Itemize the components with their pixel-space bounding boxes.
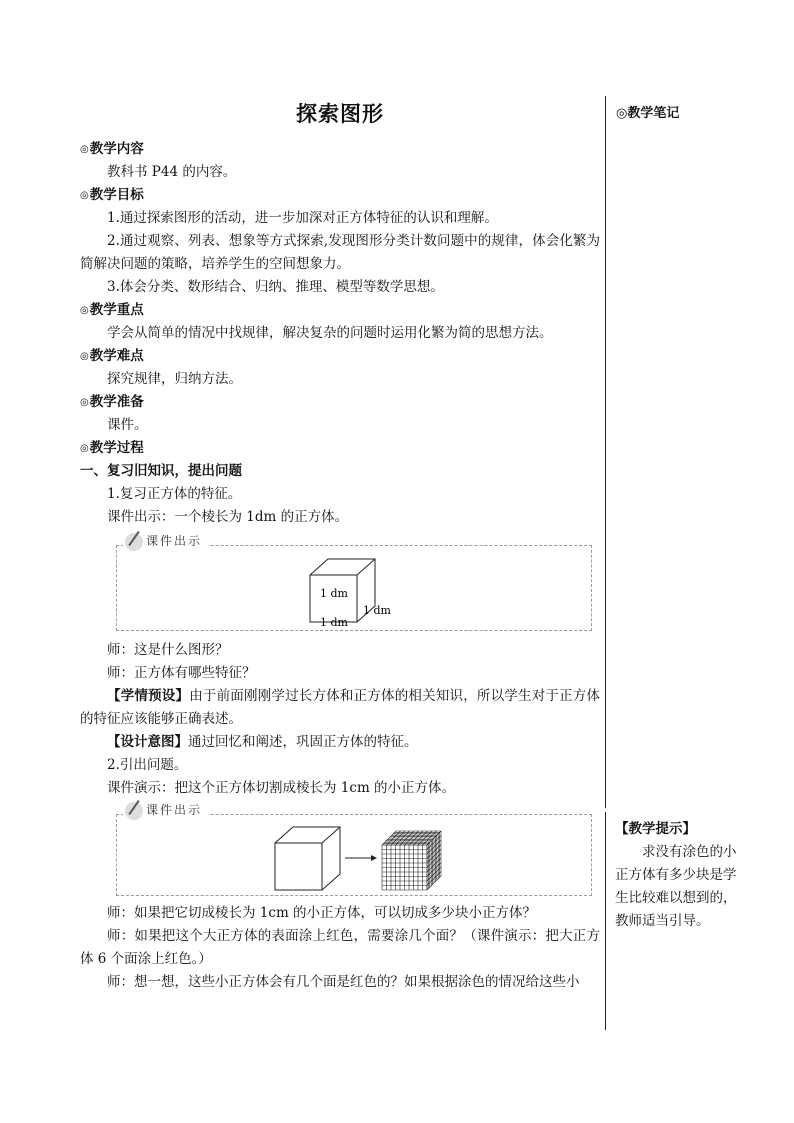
part1-line-10: 师：如果把这个大正方体的表面涂上红色，需要涂几个面？（课件演示：把大正方体 6 个面涂上红色。） (80, 928, 600, 967)
part1-line-3: 师：这是什么图形？ (107, 642, 229, 658)
teaching-tip (615, 818, 745, 933)
section-goals-heading: ◎教学目标 (80, 187, 144, 203)
cube-label-bottom: 1 dm (320, 616, 348, 629)
big-cube-front (275, 843, 322, 890)
section-process-heading: ◎教学过程 (80, 440, 144, 456)
page-title: 探索图形 (296, 101, 384, 126)
section-difficulty-heading: ◎教学难点 (80, 348, 144, 364)
tip-text: 求没有涂色的小正方体有多少块是学生比较难以想到的，教师适当引导。 (615, 844, 737, 929)
tip-title: 【教学提示】 (615, 821, 696, 837)
cube-top-right-edge (357, 559, 375, 575)
section-marker: ◎ (80, 443, 89, 454)
goal-item-1: 1.通过探索图形的活动，进一步加深对正方体特征的认识和理解。 (107, 210, 498, 226)
section-marker: ◎ (80, 305, 89, 316)
pen-icon (125, 802, 143, 820)
section-key-text: 学会从简单的情况中找规律，解决复杂的问题时运用化繁为简的思想方法。 (107, 325, 553, 341)
part1-line-6: 【设计意图】通过回忆和阐述，巩固正方体的特征。 (107, 734, 418, 750)
cube-figure (117, 546, 591, 630)
courseware-box-cut (116, 803, 592, 896)
notes-divider-top (605, 96, 606, 808)
cube-label-side: 1 dm (363, 604, 391, 617)
section-prep-text: 课件。 (107, 417, 148, 433)
notes-divider-bottom (605, 812, 606, 1030)
tag-preset: 【学情预设】 (107, 688, 190, 704)
section-marker: ◎ (80, 144, 89, 155)
pen-icon (125, 533, 143, 551)
section-marker: ◎ (80, 397, 89, 408)
part1-line-1: 1.复习正方体的特征。 (107, 486, 242, 502)
courseware-tag: 课件出示 (123, 801, 208, 820)
tag-intent: 【设计意图】 (107, 734, 188, 750)
part1-heading: 一、复习旧知识，提出问题 (80, 463, 242, 479)
cut-cube-figure (117, 815, 591, 895)
part1-line-8: 课件演示：把这个正方体切割成棱长为 1cm 的小正方体。 (107, 780, 456, 796)
lesson-plan (80, 96, 600, 994)
section-key-heading: ◎教学重点 (80, 302, 144, 318)
part1-line-11: 师：想一想，这些小正方体会有几个面是红色的？如果根据涂色的情况给这些小 (107, 974, 580, 990)
section-prep-heading: ◎教学准备 (80, 394, 144, 410)
part1-line-4: 师：正方体有哪些特征？ (107, 665, 256, 681)
section-marker: ◎ (80, 351, 89, 362)
section-marker: ◎ (80, 190, 89, 201)
part1-line-9: 师：如果把它切成棱长为 1cm 的小正方体，可以切成多少块小正方体？ (107, 905, 537, 921)
grid-cube (382, 831, 441, 890)
section-content-heading: ◎教学内容 (80, 141, 144, 157)
part1-line-2: 课件出示：一个棱长为 1dm 的正方体。 (107, 509, 349, 525)
section-difficulty-text: 探究规律，归纳方法。 (107, 371, 242, 387)
arrow-icon (371, 855, 377, 861)
goal-item-2: 2.通过观察、列表、想象等方式探索,发现图形分类计数问题中的规律，体会化繁为简解决问题的策略，培养学生的空间想象力。 (80, 233, 600, 272)
courseware-tag: 课件出示 (123, 532, 208, 551)
notes-title: ◎教学笔记 (616, 106, 680, 121)
courseware-box-cube (116, 534, 592, 631)
part1-line-5: 【学情预设】由于前面刚刚学过长方体和正方体的相关知识，所以学生对于正方体的特征应该能够正确表述。 (80, 688, 601, 727)
goal-item-3: 3.体会分类、数形结合、归纳、推理、模型等数学思想。 (107, 279, 444, 295)
section-content-text: 教科书 P44 的内容。 (107, 164, 237, 180)
big-cube-back-edges (275, 827, 340, 890)
cube-label-front: 1 dm (320, 587, 348, 600)
part1-line-7: 2.引出问题。 (107, 757, 188, 773)
